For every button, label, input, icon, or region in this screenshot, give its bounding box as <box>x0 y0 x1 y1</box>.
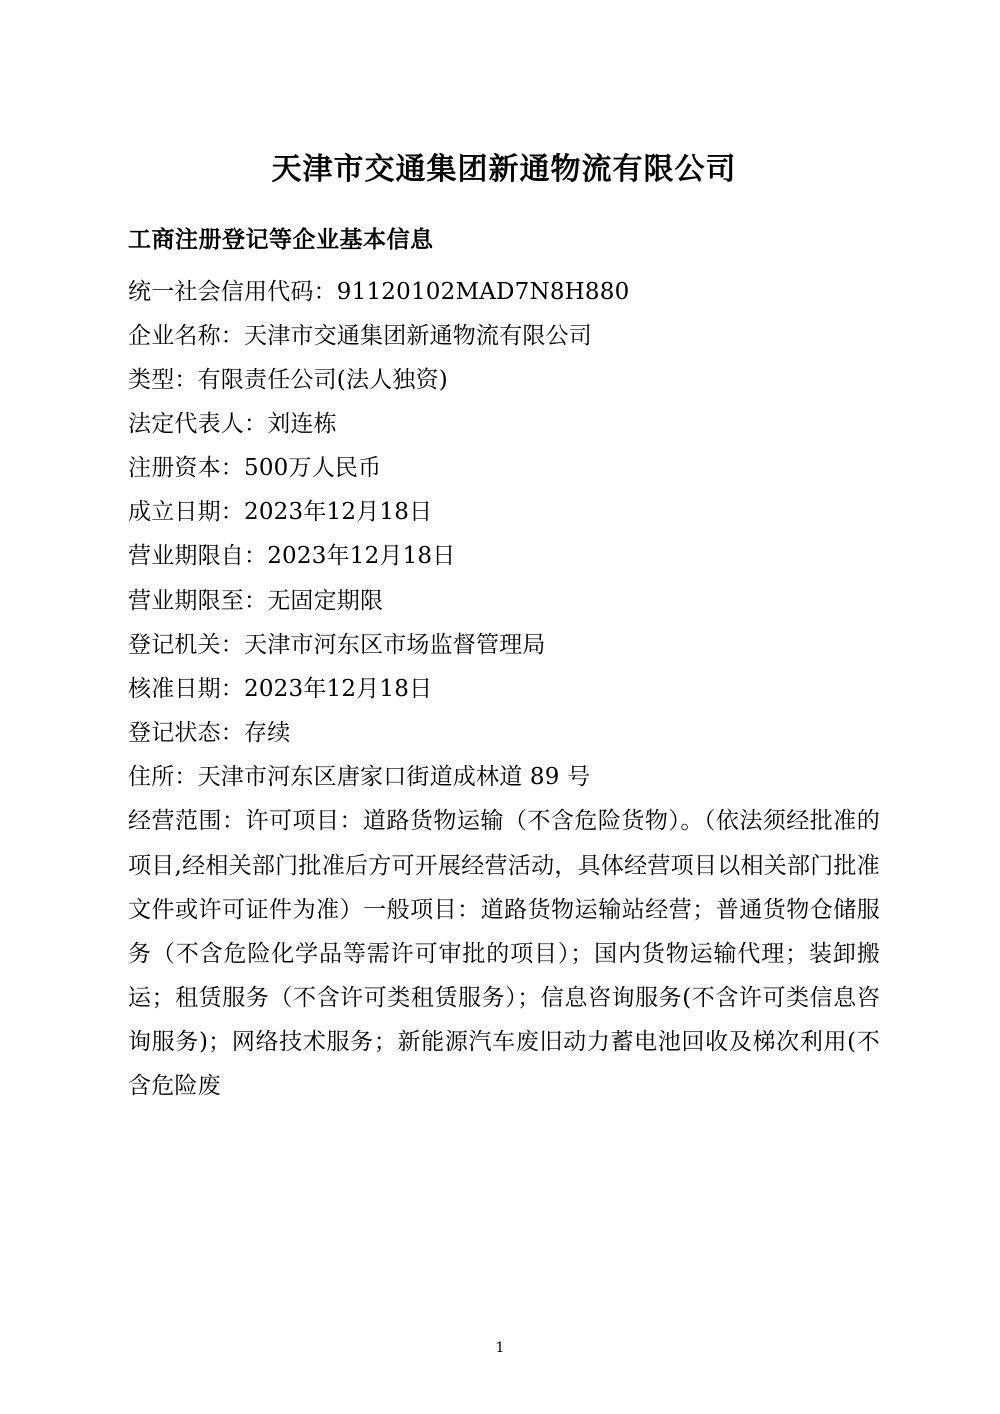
field-enterprise-name: 企业名称：天津市交通集团新通物流有限公司 <box>128 322 592 349</box>
field-establishment-date: 成立日期：2023年12月18日 <box>128 499 433 526</box>
page-title: 天津市交通集团新通物流有限公司 <box>271 152 737 187</box>
field-business-term-from: 营业期限自：2023年12月18日 <box>128 543 456 570</box>
field-legal-representative: 法定代表人：刘连栋 <box>128 410 337 437</box>
field-registered-capital: 注册资本：500万人民币 <box>128 455 382 482</box>
field-business-term-to: 营业期限至：无固定期限 <box>128 587 384 614</box>
field-business-scope: 经营范围：许可项目：道路货物运输（不含危险货物）。（依法须经批准的项目,经相关部门批准后方可开展经营活动，具体经营项目以相关部门批准文件或许可证件为准）一般项目：道路货物运输站经营；普通货物仓储服务（不含危险化学品等需许可审批的项目）；国内货物运输代理；装卸搬运；租赁服务（不含许可类租赁服务）；信息咨询服务(不含许可类信息咨询服务)；网络技术服务；新能源汽车废旧动力蓄电池回收及梯次利用(不含危险废 <box>128 808 880 1100</box>
page-number: 1 <box>495 1340 505 1356</box>
section-heading: 工商注册登记等企业基本信息 <box>128 227 434 253</box>
field-unified-social-credit-code: 统一社会信用代码：91120102MAD7N8H880 <box>128 278 630 305</box>
field-registration-status: 登记状态：存续 <box>128 720 291 747</box>
field-address: 住所：天津市河东区唐家口街道成林道 89 号 <box>128 764 591 791</box>
field-type: 类型：有限责任公司(法人独资) <box>128 366 448 393</box>
field-approval-date: 核准日期：2023年12月18日 <box>128 675 433 702</box>
field-registration-authority: 登记机关：天津市河东区市场监督管理局 <box>128 631 546 658</box>
